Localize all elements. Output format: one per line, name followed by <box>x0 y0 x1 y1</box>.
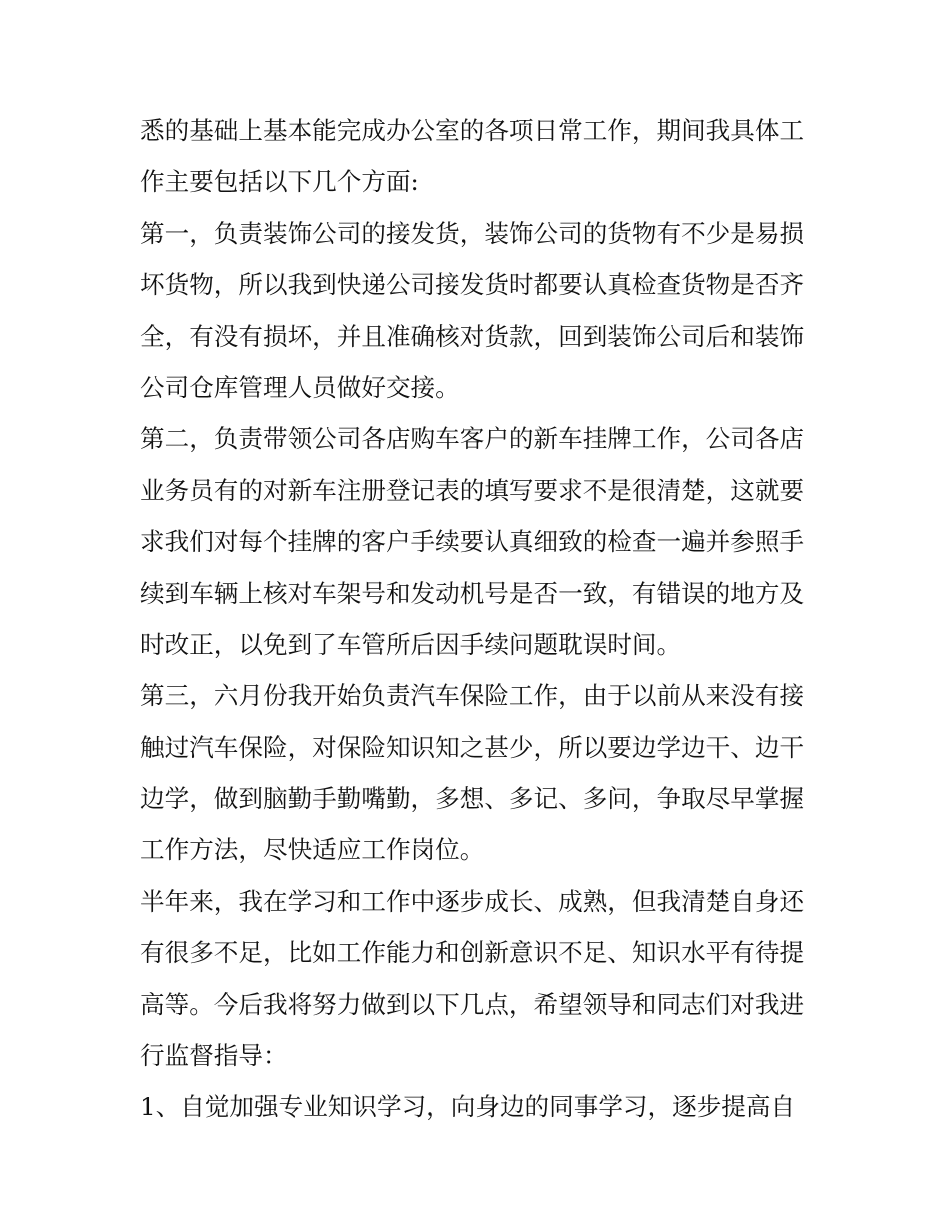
text-line: 有很多不足，比如工作能力和创新意识不足、知识水平有待提 <box>140 938 805 968</box>
text-line: 行监督指导： <box>140 1041 288 1071</box>
document-body <box>140 105 812 1133</box>
text-line: 作主要包括以下几个方面: <box>140 167 419 197</box>
text-line: 坏货物，所以我到快递公司接发货时都要认真检查货物是否齐 <box>140 270 805 300</box>
text-line: 公司仓库管理人员做好交接。 <box>140 372 460 402</box>
text-line: 求我们对每个挂牌的客户手续要认真细致的检查一遍并参照手 <box>140 527 805 557</box>
text-line: 工作方法，尽快适应工作岗位。 <box>140 835 485 865</box>
text-line: 续到车辆上核对车架号和发动机号是否一致，有错误的地方及 <box>140 578 805 608</box>
text-line: 时改正，以免到了车管所后因手续问题耽误时间。 <box>140 629 682 659</box>
text-line: 边学，做到脑勤手勤嘴勤，多想、多记、多问，争取尽早掌握 <box>140 784 805 814</box>
text-line: 悉的基础上基本能完成办公室的各项日常工作，期间我具体工 <box>140 116 805 145</box>
text-line: 触过汽车保险，对保险知识知之甚少，所以要边学边干、边干 <box>140 732 805 762</box>
text-line: 第一，负责装饰公司的接发货，装饰公司的货物有不少是易损 <box>140 218 805 248</box>
text-line: 第二，负责带领公司各店购车客户的新车挂牌工作，公司各店 <box>140 424 805 454</box>
text-line: 高等。今后我将努力做到以下几点，希望领导和同志们对我进 <box>140 989 805 1019</box>
text-line: 半年来，我在学习和工作中逐步成长、成熟，但我清楚自身还 <box>140 886 805 916</box>
text-line: 第三，六月份我开始负责汽车保险工作，由于以前从来没有接 <box>140 681 805 711</box>
text-line: 全，有没有损坏，并且准确核对货款，回到装饰公司后和装饰 <box>140 321 805 351</box>
text-line: 业务员有的对新车注册登记表的填写要求不是很清楚，这就要 <box>140 475 805 505</box>
text-line: 1、自觉加强专业知识学习，向身边的同事学习，逐步提高自 <box>140 1092 796 1122</box>
